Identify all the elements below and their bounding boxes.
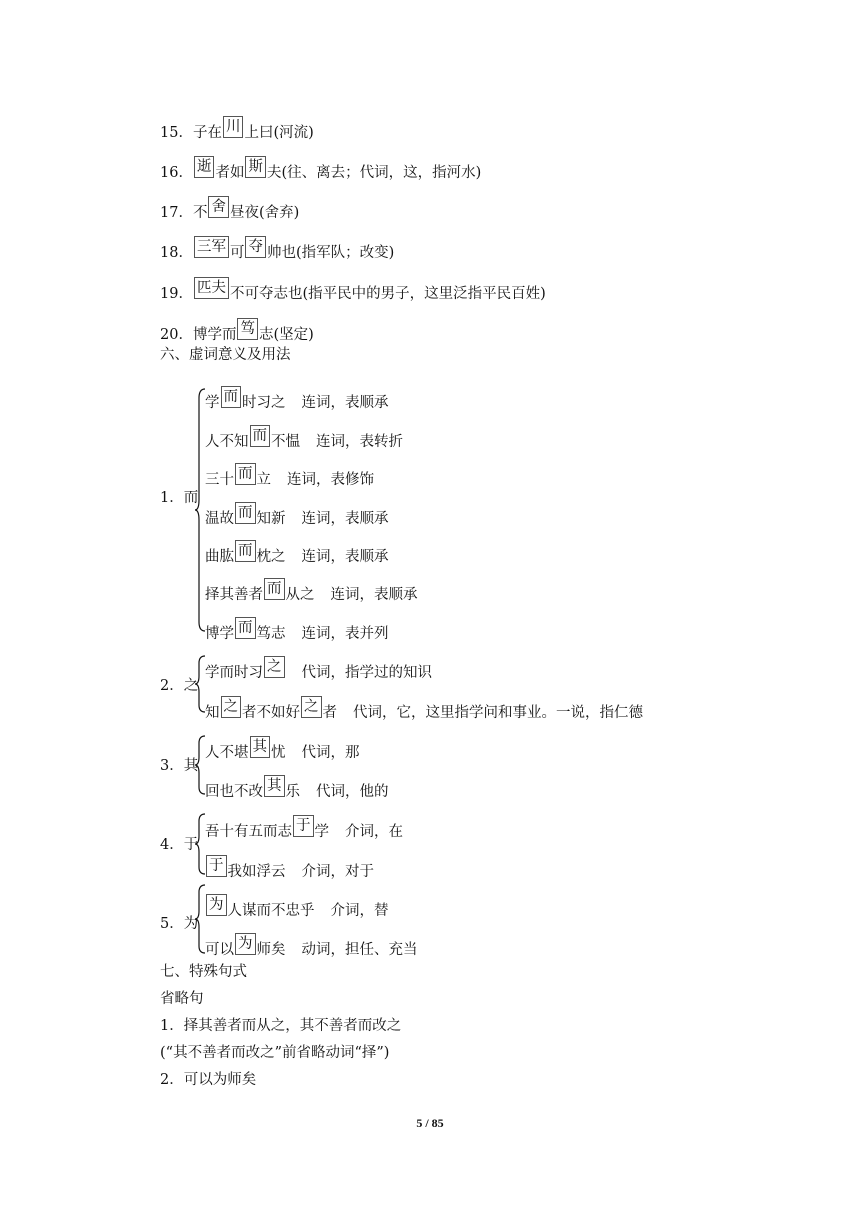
boxed-keyword: 三军 [194,236,229,258]
text-segment: 帅也(指军队；改变) [266,245,395,261]
boxed-keyword: 而 [235,463,256,485]
text-segment: 夫(往、离去；代词，这，指河水) [266,165,482,181]
text-segment: 知新 [256,511,286,527]
vocab-line [160,277,546,304]
text-segment: 温故 [205,511,234,527]
vocab-line [160,196,299,223]
usage-note: 连词，表并列 [301,626,389,642]
boxed-keyword: 而 [235,540,256,562]
usage-note: 代词，指学过的知识 [301,665,432,681]
usage-line [205,656,432,683]
text-segment: 从之 [285,587,315,603]
text-segment: 枕之 [256,549,286,565]
boxed-keyword: 川 [223,116,244,138]
boxed-keyword: 而 [235,617,256,639]
usage-note: 动词，担任、充当 [301,942,418,958]
group-label-wei: 5．为 [160,916,199,932]
usage-note: 介词，在 [345,824,403,840]
section-heading-7: 七、特殊句式 [160,964,247,980]
usage-line [205,617,389,644]
boxed-keyword: 而 [250,425,271,447]
usage-note: 连词，表顺承 [301,549,389,565]
usage-note: 代词，那 [301,745,360,761]
text-segment: 博学 [205,626,234,642]
usage-note: 连词，表转折 [316,434,403,450]
text-segment: 三十 [205,472,234,488]
vocab-line [160,116,314,143]
boxed-keyword: 其 [264,775,285,797]
text-segment: 知 [205,705,220,721]
usage-line [205,815,403,842]
boxed-keyword: 之 [301,696,322,718]
boxed-keyword: 之 [264,656,285,678]
item-number: 20． [160,327,193,343]
text-segment: 忧 [271,745,286,761]
boxed-keyword: 于 [206,855,227,877]
text-segment: 乐 [285,784,300,800]
text-segment: 时习之 [242,395,286,411]
example-note: (“其不善者而改之”前省略动词“择”) [160,1045,390,1061]
usage-line [205,425,403,452]
text-segment: 上曰(河流) [244,125,314,141]
item-number: 16． [160,165,193,181]
boxed-keyword: 而 [264,578,285,600]
text-segment: 回也不改 [205,784,263,800]
text-segment: 博学而 [192,327,237,343]
group-label-zhi: 2．之 [160,678,199,694]
boxed-keyword: 而 [235,502,256,524]
text-segment: 可 [229,245,245,261]
text-segment: 择其善者 [205,587,263,603]
text-segment: 立 [256,472,271,488]
usage-note: 连词，表顺承 [330,587,418,603]
boxed-keyword: 而 [221,386,242,408]
text-segment: 学而时习 [205,665,263,681]
text-segment: 不愠 [271,434,300,450]
usage-line [205,386,389,413]
example-sentence: 1．择其善者而从之，其不善者而改之 [160,1018,402,1034]
text-segment: 者 [322,705,337,721]
boxed-keyword: 之 [221,696,242,718]
usage-line [205,775,389,802]
item-number: 17． [160,205,193,221]
usage-line [205,578,418,605]
page-number: 5 / 85 [416,1116,444,1130]
usage-line [205,696,643,723]
vocab-line [160,318,314,345]
sub-heading: 省略句 [160,991,204,1007]
text-segment: 吾十有五而志 [205,824,292,840]
usage-line [205,463,374,490]
vocab-line [160,156,481,183]
boxed-keyword: 匹夫 [194,277,229,299]
usage-line [205,933,418,960]
text-segment: 曲肱 [205,549,234,565]
text-segment: 人不知 [205,434,249,450]
usage-line [205,502,389,529]
usage-note: 介词，替 [330,903,389,919]
text-segment: 人不堪 [205,745,249,761]
section-heading-6: 六、虚词意义及用法 [160,347,291,363]
boxed-keyword: 舍 [208,196,229,218]
text-segment: 昼夜(舍弃) [229,205,300,221]
item-number: 18． [160,245,193,261]
boxed-keyword: 其 [250,736,271,758]
text-segment: 我如浮云 [227,864,286,880]
usage-note: 连词，表顺承 [301,395,389,411]
text-segment: 学 [314,824,329,840]
usage-note: 代词，它，这里指学问和事业。一说，指仁德 [353,705,643,721]
boxed-keyword: 夺 [245,236,266,258]
text-segment: 人谋而不忠乎 [227,903,315,919]
text-segment: 子在 [192,125,222,141]
text-segment: 学 [205,395,220,411]
text-segment: 笃志 [256,626,286,642]
boxed-keyword: 逝 [194,156,215,178]
group-label-qi: 3．其 [160,758,199,774]
usage-note: 代词，他的 [316,784,389,800]
boxed-keyword: 于 [293,815,314,837]
vocab-line [160,236,394,263]
boxed-keyword: 斯 [245,156,266,178]
usage-line [205,894,389,921]
boxed-keyword: 为 [206,894,227,916]
boxed-keyword: 笃 [237,318,258,340]
text-segment: 志(坚定) [258,327,314,343]
usage-note: 连词，表顺承 [301,511,389,527]
usage-line [205,736,360,763]
text-segment: 不 [192,205,208,221]
text-segment: 不可夺志也(指平民中的男子，这里泛指平民百姓) [229,286,546,302]
example-sentence: 2．可以为师矣 [160,1072,257,1088]
item-number: 15． [160,125,193,141]
group-label-yu: 4．于 [160,837,199,853]
text-segment: 可以 [205,942,234,958]
item-number: 19． [160,286,193,302]
group-label-er: 1．而 [160,490,199,506]
usage-line [205,540,389,567]
usage-note: 介词，对于 [301,864,374,880]
text-segment: 师矣 [256,942,286,958]
text-segment: 者如 [215,165,245,181]
text-segment: 者不如好 [242,705,300,721]
usage-line [205,855,374,882]
boxed-keyword: 为 [235,933,256,955]
usage-note: 连词，表修饰 [287,472,374,488]
